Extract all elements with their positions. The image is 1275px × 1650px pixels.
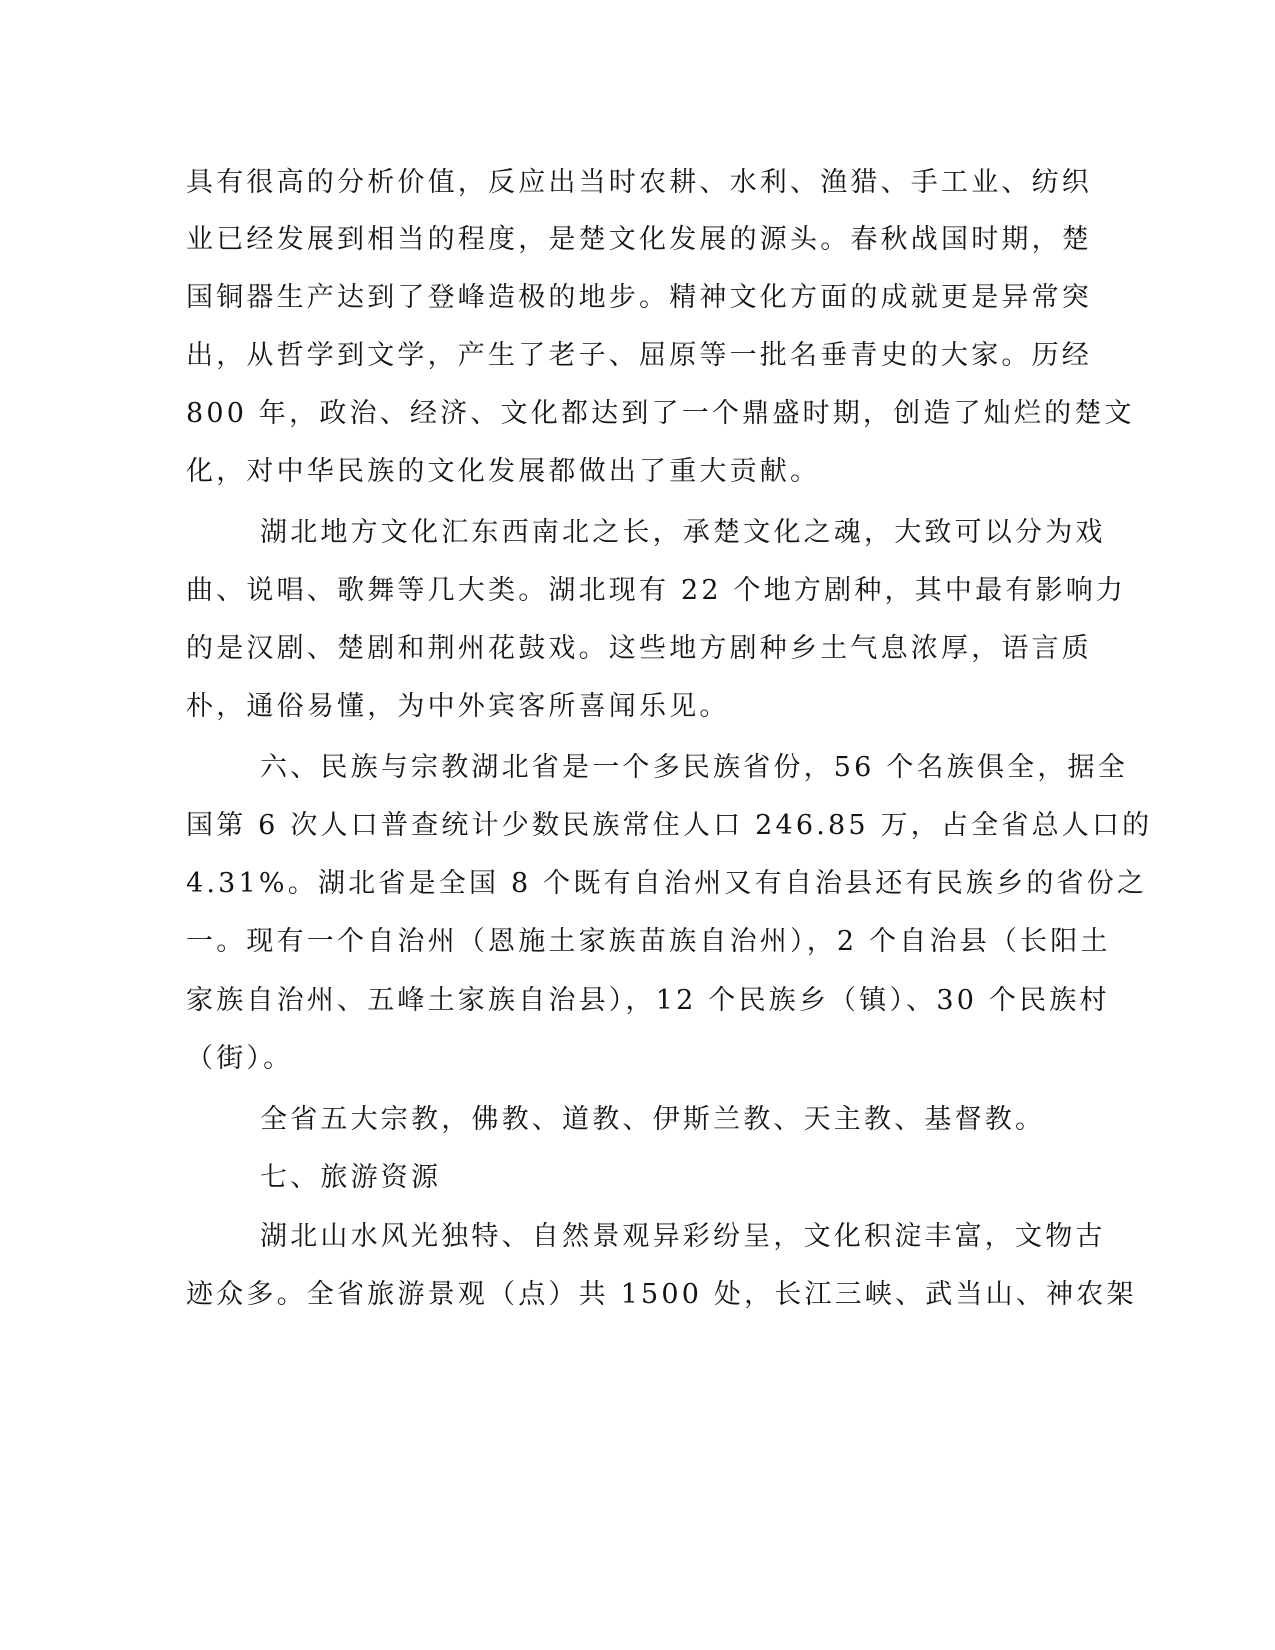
text-line: 800 年，政治、经济、文化都达到了一个鼎盛时期，创造了灿烂的楚文: [186, 398, 1135, 429]
text-line: 的是汉剧、楚剧和荆州花鼓戏。这些地方剧种乡土气息浓厚，语言质: [186, 633, 1092, 664]
text-line: 家族自治州、五峰土家族自治县），12 个民族乡（镇）、30 个民族村: [186, 985, 1110, 1016]
text-line: 一。现有一个自治州（恩施土家族苗族自治州），2 个自治县（长阳土: [186, 926, 1111, 957]
text-line: 湖北山水风光独特、自然景观异彩纷呈，文化积淀丰富，文物古: [260, 1221, 1106, 1252]
text-line: 出，从哲学到文学，产生了老子、屈原等一批名垂青史的大家。历经: [186, 340, 1092, 371]
text-line: 迹众多。全省旅游景观（点）共 1500 处，长江三峡、武当山、神农架: [186, 1279, 1137, 1310]
text-line: 曲、说唱、歌舞等几大类。湖北现有 22 个地方剧种，其中最有影响力: [186, 575, 1127, 606]
text-line: 六、民族与宗教湖北省是一个多民族省份，56 个名族俱全，据全: [260, 752, 1128, 783]
text-line: 化，对中华民族的文化发展都做出了重大贡献。: [186, 456, 821, 487]
text-line: 湖北地方文化汇东西南北之长，承楚文化之魂，大致可以分为戏: [260, 517, 1106, 548]
text-line: 七、旅游资源: [260, 1162, 442, 1193]
text-line: 具有很高的分析价值，反应出当时农耕、水利、渔猎、手工业、纺织: [186, 167, 1092, 198]
text-line: 业已经发展到相当的程度，是楚文化发展的源头。春秋战国时期，楚: [186, 224, 1092, 255]
text-line: 4.31%。湖北省是全国 8 个既有自治州又有自治县还有民族乡的省份之: [186, 868, 1148, 899]
text-line: 全省五大宗教，佛教、道教、伊斯兰教、天主教、基督教。: [260, 1104, 1046, 1135]
text-line: （街）。: [186, 1043, 294, 1074]
text-line: 朴，通俗易懂，为中外宾客所喜闻乐见。: [186, 691, 730, 722]
text-line: 国铜器生产达到了登峰造极的地步。精神文化方面的成就更是异常突: [186, 282, 1092, 313]
text-line: 国第 6 次人口普查统计少数民族常住人口 246.85 万，占全省总人口的: [186, 810, 1153, 841]
